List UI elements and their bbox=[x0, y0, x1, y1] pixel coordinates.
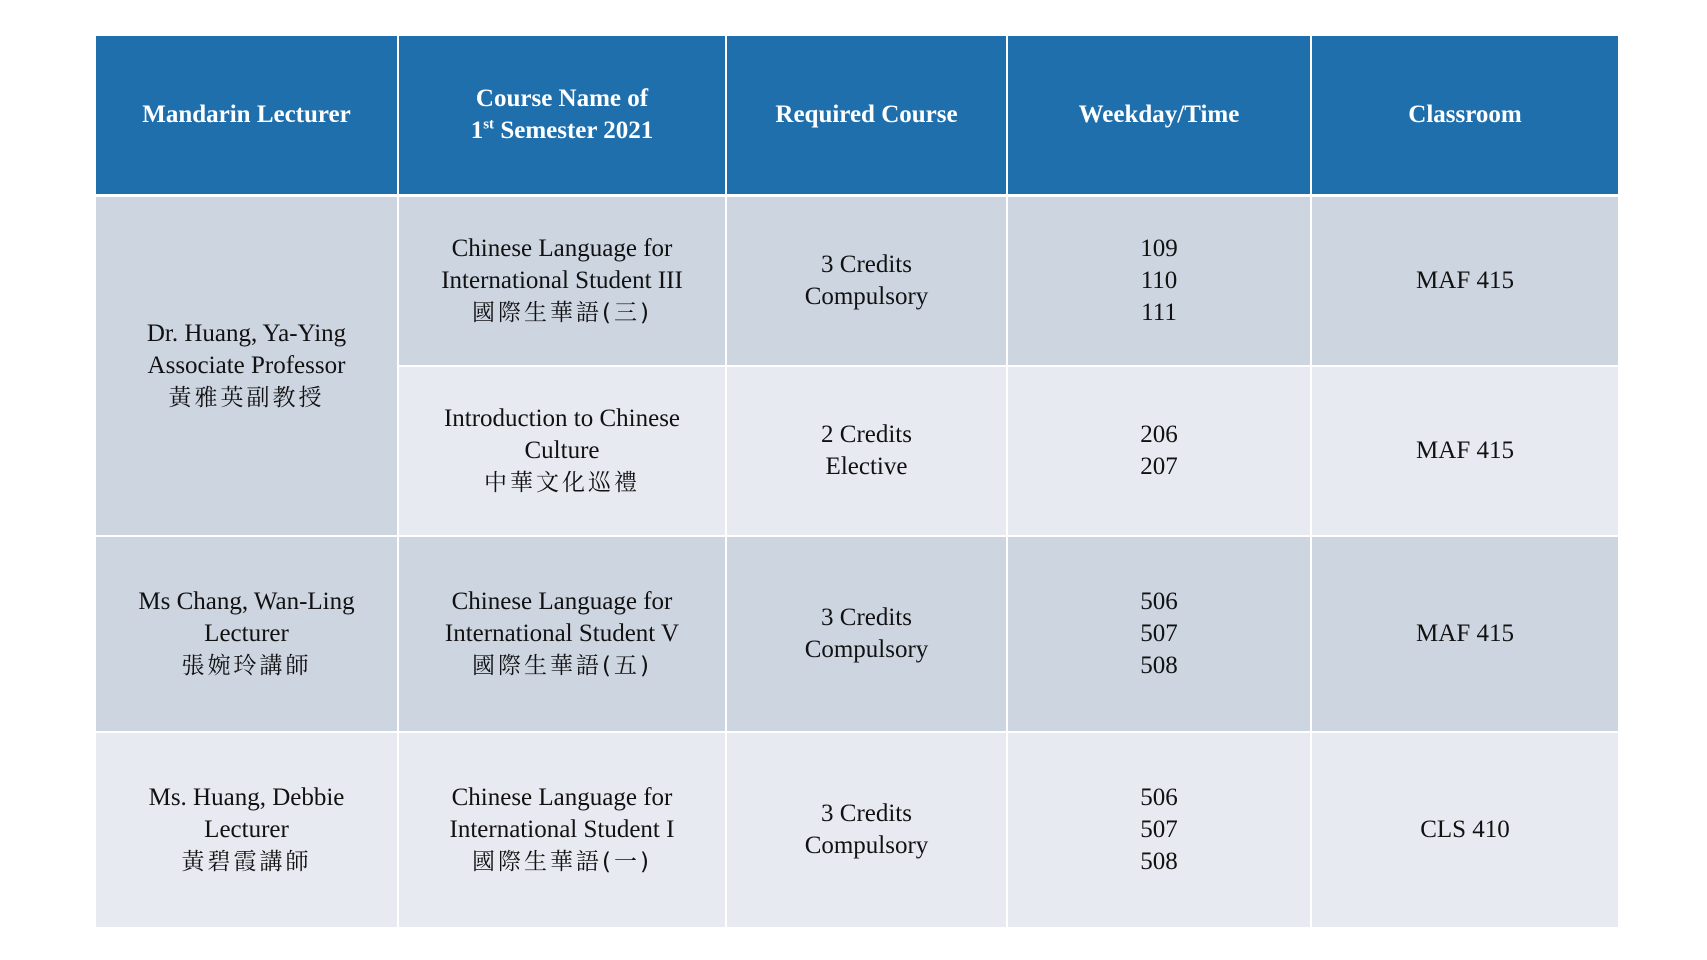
course-name-chinese: 中華文化巡禮 bbox=[484, 470, 640, 496]
time-slot: 207 bbox=[1140, 453, 1178, 480]
time-slot: 206 bbox=[1140, 421, 1178, 448]
time-slot: 506 bbox=[1140, 588, 1178, 615]
time-slot: 508 bbox=[1140, 652, 1178, 679]
weekday-time-cell bbox=[1007, 366, 1311, 536]
required-course-cell bbox=[726, 196, 1007, 367]
course-name-chinese: 國際生華語(三) bbox=[472, 300, 652, 326]
table-row bbox=[96, 732, 1618, 928]
classroom-cell: CLS 410 bbox=[1311, 732, 1618, 928]
time-slot: 508 bbox=[1140, 848, 1178, 875]
course-name-line2: International Student III bbox=[441, 267, 683, 294]
course-name-line2: International Student V bbox=[444, 620, 680, 647]
header-row bbox=[96, 36, 1618, 196]
time-slot: 506 bbox=[1140, 784, 1178, 811]
time-slot: 111 bbox=[1141, 299, 1177, 326]
course-name-cell bbox=[398, 196, 726, 367]
course-name-cell bbox=[398, 366, 726, 536]
header-course-line2 bbox=[405, 115, 719, 147]
lecturer-name-chinese: 張婉玲講師 bbox=[181, 653, 312, 679]
header-classroom: Classroom bbox=[1311, 36, 1618, 196]
lecturer-name-chinese: 黃碧霞講師 bbox=[181, 849, 312, 875]
required-course-cell bbox=[726, 732, 1007, 928]
lecturer-title: Lecturer bbox=[204, 620, 289, 647]
course-type: Compulsory bbox=[804, 636, 929, 663]
lecturer-title: Lecturer bbox=[204, 816, 289, 843]
header-lecturer: Mandarin Lecturer bbox=[96, 36, 398, 196]
course-schedule-table bbox=[96, 36, 1618, 929]
credits: 3 Credits bbox=[821, 604, 912, 631]
lecturer-name: Ms Chang, Wan-Ling bbox=[138, 588, 355, 615]
header-required-course: Required Course bbox=[726, 36, 1007, 196]
classroom-cell: MAF 415 bbox=[1311, 536, 1618, 732]
classroom-cell: MAF 415 bbox=[1311, 196, 1618, 367]
time-slot: 109 bbox=[1140, 235, 1178, 262]
lecturer-title: Associate Professor bbox=[147, 352, 346, 379]
lecturer-name: Dr. Huang, Ya-Ying bbox=[146, 320, 347, 347]
course-name-line1: Chinese Language for bbox=[451, 588, 673, 615]
weekday-time-cell bbox=[1007, 536, 1311, 732]
header-weekday-time: Weekday/Time bbox=[1007, 36, 1311, 196]
lecturer-name-chinese: 黃雅英副教授 bbox=[168, 385, 325, 411]
weekday-time-cell bbox=[1007, 196, 1311, 367]
required-course-cell bbox=[726, 536, 1007, 732]
time-slot: 110 bbox=[1140, 267, 1178, 294]
lecturer-cell bbox=[96, 732, 398, 928]
lecturer-cell bbox=[96, 196, 398, 537]
table-body bbox=[96, 196, 1618, 929]
header-course-sup: st bbox=[483, 116, 495, 133]
header-course-line1: Course Name of bbox=[475, 85, 649, 112]
course-name-line1: Chinese Language for bbox=[451, 784, 673, 811]
course-type: Compulsory bbox=[804, 832, 929, 859]
required-course-cell bbox=[726, 366, 1007, 536]
header-course-num: 1 bbox=[470, 117, 484, 144]
time-slot: 507 bbox=[1140, 620, 1178, 647]
course-name-line1: Chinese Language for bbox=[451, 235, 673, 262]
course-name-chinese: 國際生華語(一) bbox=[472, 849, 652, 875]
course-name-chinese: 國際生華語(五) bbox=[472, 653, 652, 679]
header-course-name bbox=[398, 36, 726, 196]
credits: 3 Credits bbox=[821, 251, 912, 278]
course-name-line2: International Student I bbox=[449, 816, 675, 843]
table-row bbox=[96, 196, 1618, 367]
time-slot: 507 bbox=[1140, 816, 1178, 843]
weekday-time-cell bbox=[1007, 732, 1311, 928]
header-course-rest: Semester 2021 bbox=[494, 117, 654, 144]
course-name-line2: Culture bbox=[524, 437, 600, 464]
classroom-cell: MAF 415 bbox=[1311, 366, 1618, 536]
table-header bbox=[96, 36, 1618, 196]
credits: 2 Credits bbox=[821, 421, 912, 448]
table-row bbox=[96, 536, 1618, 732]
lecturer-cell bbox=[96, 536, 398, 732]
course-name-cell bbox=[398, 536, 726, 732]
course-name-cell bbox=[398, 732, 726, 928]
lecturer-name: Ms. Huang, Debbie bbox=[148, 784, 345, 811]
course-name-line1: Introduction to Chinese bbox=[443, 405, 681, 432]
credits: 3 Credits bbox=[821, 800, 912, 827]
course-type: Elective bbox=[825, 453, 908, 480]
course-type: Compulsory bbox=[804, 283, 929, 310]
